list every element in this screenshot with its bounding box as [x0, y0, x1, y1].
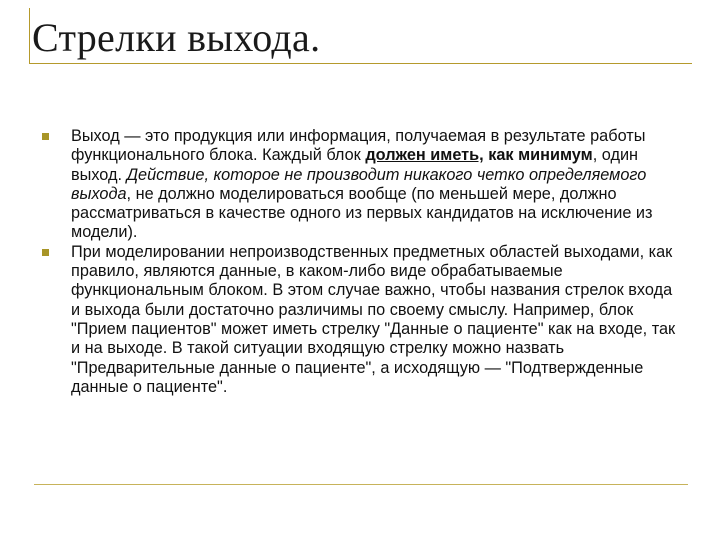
- bullet-1-underlined: должен иметь,: [365, 146, 484, 165]
- bullet-list: [42, 127, 682, 397]
- bottom-rule: [34, 484, 688, 485]
- title-vertical-rule: [29, 8, 30, 64]
- bullet-2-text: При моделировании непроизводственных предметных областей выходами, как правило, являются данные, в каком-либо виде обрабатываемые функциональным блоком. В этом случае важно, чтобы названия стрелок входа и выхода были достаточно различимы по своему смыслу. Например, блок "Прием пациентов" может иметь стрелку "Данные о пациенте" как на входе, так и на выходе. В такой ситуации входящую стрелку можно назвать "Предварительные данные о пациенте", а исходящую — "Подтвержденные данные о пациенте".: [71, 242, 676, 396]
- square-bullet-icon: [42, 133, 49, 140]
- slide-title: Стрелки выхода.: [32, 15, 321, 60]
- bullet-1-text-b: , один выход.: [71, 146, 639, 184]
- bullet-item-1: [42, 127, 682, 243]
- title-underline-rule: [29, 63, 692, 64]
- bullet-1-italic: Действие, которое не производит никакого четко определяемого выхода: [71, 165, 647, 203]
- bullet-1-text-c: , не должно моделироваться вообще (по меньшей мере, должно рассматриваться в качестве одного из первых кандидатов на исключение из модели).: [71, 184, 653, 242]
- bullet-1-text-a: Выход — это продукция или информация, получаемая в результате работы функционального блока. Каждый блок: [71, 127, 646, 165]
- square-bullet-icon: [42, 249, 49, 256]
- bullet-item-2: [42, 243, 682, 397]
- bullet-1-bold: как минимум: [483, 146, 593, 165]
